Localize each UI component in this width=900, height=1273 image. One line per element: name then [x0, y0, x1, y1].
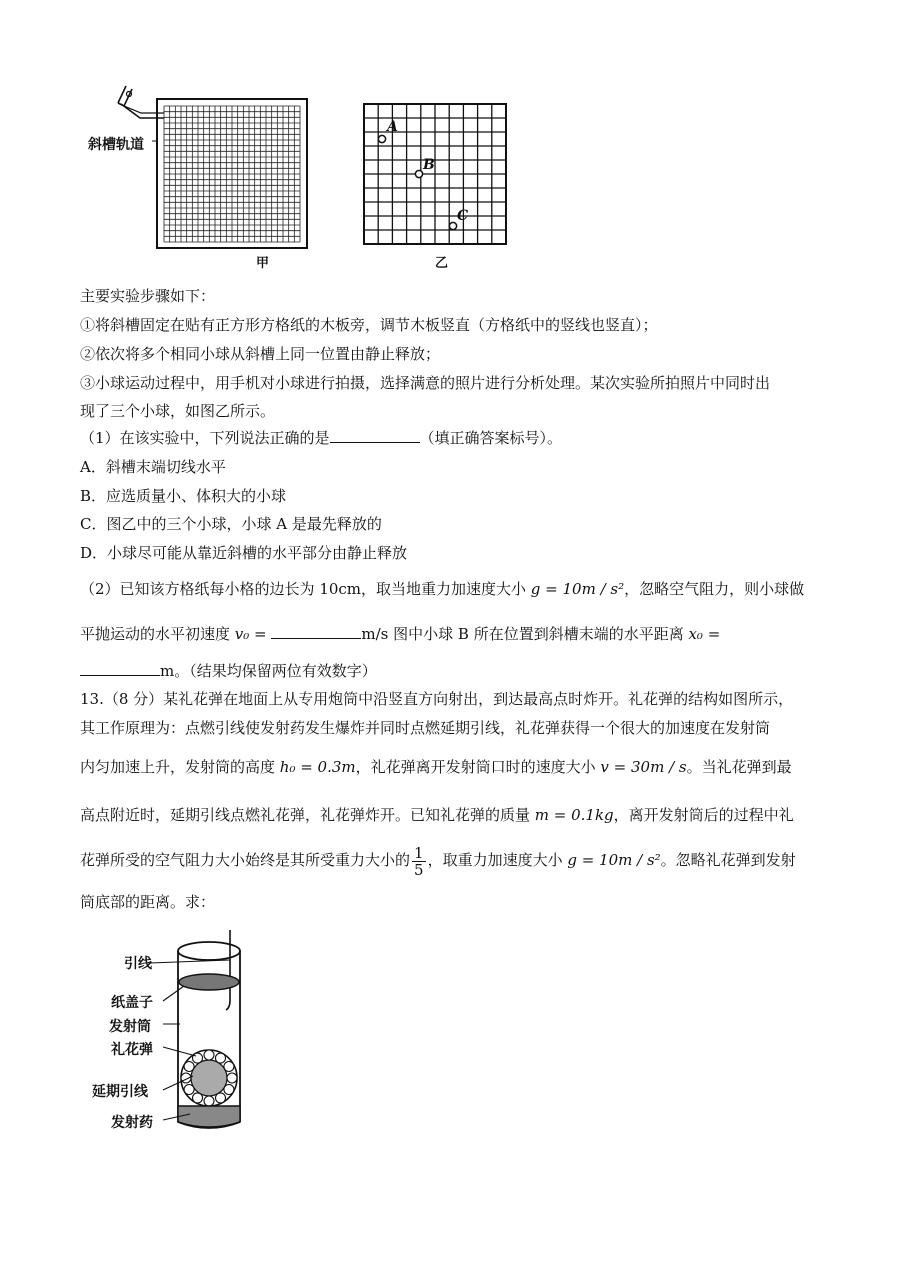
- star-pellet: [184, 1062, 194, 1072]
- q1-option-b: B．应选质量小、体积大的小球: [80, 487, 287, 505]
- q13-speed-formula: v = 30m / s: [600, 758, 687, 776]
- q13-line-1: 13.（8 分）某礼花弹在地面上从专用炮筒中沿竖直方向射出，到达最高点时炸开。礼花弹的结构如图所示，: [80, 690, 794, 708]
- label-lihuadan: 礼花弹: [111, 1042, 153, 1058]
- star-pellet: [216, 1053, 226, 1063]
- step-3b: 现了三个小球，如图乙所示。: [80, 402, 276, 420]
- label-leader: [163, 986, 184, 1001]
- q13-height-formula: h₀ = 0.3m: [279, 758, 356, 776]
- q13-fraction-numerator: 1: [414, 843, 424, 862]
- q13-text-4b: ，离开发射筒后的过程中礼: [613, 806, 794, 824]
- fuse-line: [226, 930, 230, 1010]
- label-yanqiyinxian: 延期引线: [92, 1084, 148, 1100]
- caption-jia: 甲: [256, 256, 270, 271]
- label-leader: [150, 960, 230, 963]
- star-pellet: [227, 1073, 237, 1083]
- q13-text-5c: 。忽略礼花弹到发射: [660, 851, 796, 869]
- point-c-label: C: [457, 208, 469, 224]
- star-pellet: [204, 1096, 214, 1106]
- q1-option-c: C．图乙中的三个小球，小球 A 是最先释放的: [80, 515, 382, 533]
- star-pellet: [224, 1085, 234, 1095]
- q13-text-5b: ，取重力加速度大小: [427, 851, 568, 869]
- star-pellet: [216, 1093, 226, 1103]
- label-zhigaizi: 纸盖子: [111, 995, 153, 1011]
- q13-mass-formula: m = 0.1kg: [534, 806, 614, 824]
- propellant: [178, 1106, 240, 1127]
- steps-intro: 主要实验步骤如下：: [80, 287, 216, 305]
- q13-line-6: 筒底部的距离。求：: [80, 893, 216, 911]
- star-pellet: [224, 1062, 234, 1072]
- q2-x0-symbol: x₀ =: [688, 625, 721, 643]
- point-a-label: A: [387, 119, 398, 135]
- q2-v0-symbol: v₀ =: [234, 625, 267, 643]
- q2-text-2a: 平抛运动的水平初速度: [80, 625, 235, 643]
- star-pellet: [193, 1053, 203, 1063]
- q2-text-1a: （2）已知该方格纸每小格的边长为 10cm，取当地重力加速度大小: [80, 580, 531, 598]
- q13-text-5a: 花弹所受的空气阻力大小始终是其所受重力大小的: [80, 851, 411, 869]
- step-2: ②依次将多个相同小球从斜槽上同一位置由静止释放；: [80, 345, 441, 363]
- shell-core: [191, 1060, 227, 1096]
- star-pellet: [193, 1093, 203, 1103]
- label-fasheyao: 发射药: [111, 1115, 153, 1131]
- paper-cap: [179, 974, 239, 990]
- q2-text-2b: m/s 图中小球 B 所在位置到斜槽末端的水平距离: [361, 625, 689, 643]
- q13-text-3b: ，礼花弹离开发射筒口时的速度大小: [355, 758, 601, 776]
- q1-option-a: A．斜槽末端切线水平: [80, 458, 226, 476]
- label-leader: [163, 1047, 196, 1056]
- q13-text-3a: 内匀加速上升，发射筒的高度: [80, 758, 280, 776]
- caption-yi: 乙: [435, 256, 449, 271]
- q13-gravity-formula: g = 10m / s²: [567, 851, 661, 869]
- star-pellet: [184, 1085, 194, 1095]
- q2-text-1b: ，忽略空气阻力，则小球做: [624, 580, 805, 598]
- q1-stem-b: （填正确答案标号）。: [419, 429, 563, 447]
- step-3a: ③小球运动过程中，用手机对小球进行拍摄，选择满意的照片进行分析处理。某次实验所拍照片中同时出: [80, 374, 771, 392]
- point-b-label: B: [423, 157, 435, 173]
- q13-line-2: 其工作原理为：点燃引线使发射药发生爆炸并同时点燃延期引线，礼花弹获得一个很大的加速度在发射筒: [80, 719, 771, 737]
- q1-option-d: D．小球尽可能从靠近斜槽的水平部分由静止释放: [80, 544, 408, 562]
- label-chute: 斜槽轨道: [88, 137, 144, 153]
- label-fasheitong: 发射筒: [109, 1019, 151, 1035]
- q13-text-3c: 。当礼花弹到最: [686, 758, 792, 776]
- q1-stem-a: （1）在该实验中，下列说法正确的是: [80, 429, 330, 447]
- star-pellet: [204, 1050, 214, 1060]
- q2-text-3: m。（结果均保留两位有效数字）: [160, 662, 377, 680]
- q2-gravity-formula: g = 10m / s²: [530, 580, 625, 598]
- label-yinxian: 引线: [124, 956, 152, 972]
- q13-fraction-denominator: 5: [414, 860, 424, 879]
- step-1: ①将斜槽固定在贴有正方形方格纸的木板旁，调节木板竖直（方格纸中的竖线也竖直）；: [80, 316, 658, 334]
- q13-text-4a: 高点附近时，延期引线点燃礼花弹，礼花弹炸开。已知礼花弹的质量: [80, 806, 535, 824]
